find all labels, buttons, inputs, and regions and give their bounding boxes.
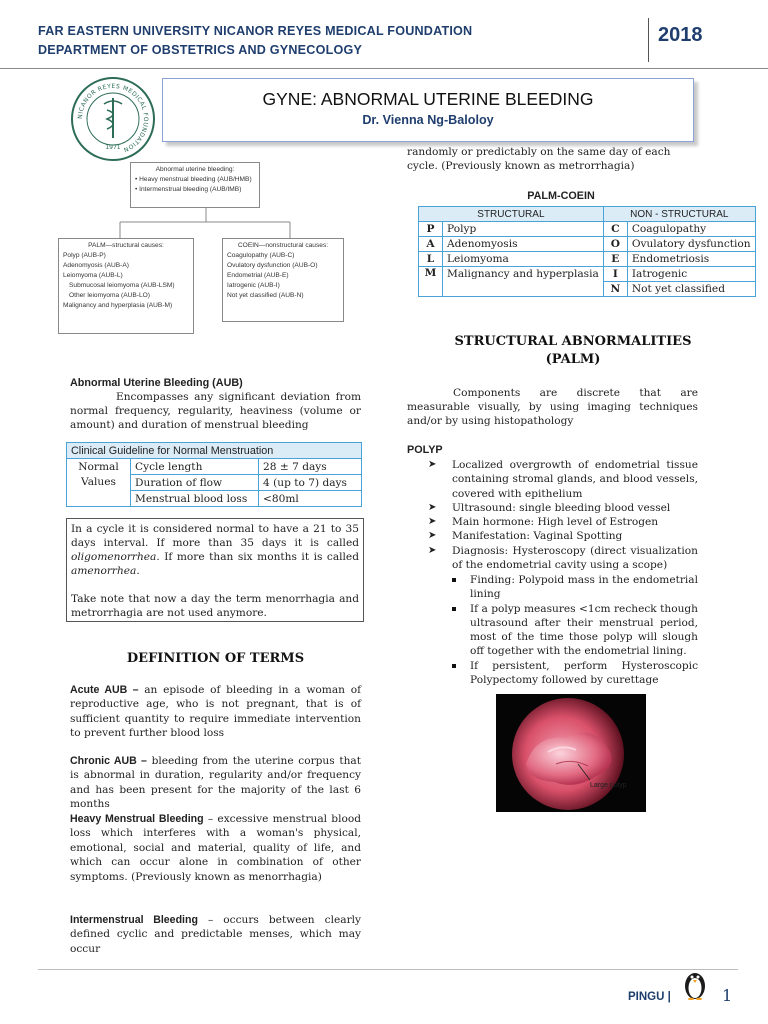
flowchart-coein-box	[222, 238, 344, 322]
terminology-note: Take note that now a day the term menorrhagia and metrorrhagia are not used anymore.	[71, 593, 359, 619]
hmb-definition	[70, 812, 361, 884]
definitions-heading: DEFINITION OF TERMS	[126, 651, 305, 666]
flowchart-palm-item: Submucosal leiomyoma (AUB-LSM)	[69, 282, 175, 289]
hysteroscopy-polyp-image	[496, 694, 646, 812]
list-item	[428, 501, 698, 515]
list-item	[446, 602, 698, 659]
document-title: GYNE: ABNORMAL UTERINE BLEEDING	[262, 89, 594, 109]
flowchart-palm-item: Adenomyosis (AUB-A)	[63, 262, 129, 269]
table-value: <80ml	[259, 491, 362, 507]
medical-foundation-seal-icon	[70, 76, 156, 162]
normal-values-label: Normal Values	[67, 459, 131, 507]
amenorrhea-term: amenorrhea.	[71, 565, 140, 577]
hmb-term: Heavy Menstrual Bleeding	[70, 813, 204, 825]
coein-letter: I	[603, 267, 627, 282]
header-rule	[0, 68, 768, 69]
chronic-aub-definition	[70, 754, 361, 812]
palm-coein-table	[418, 206, 756, 297]
polyp-illustration	[496, 694, 646, 812]
list-item	[446, 659, 698, 688]
flowchart-palm-item: Leiomyoma (AUB-L)	[63, 272, 123, 279]
square-bullet-icon	[452, 664, 456, 668]
list-item	[428, 529, 698, 543]
flowchart-coein-title: COEIN—nonstructural causes:	[237, 242, 329, 249]
arrow-bullet-icon: ➤	[428, 459, 437, 470]
note-text: If more than six months it is called	[159, 551, 359, 563]
aub-classification-flowchart	[58, 158, 363, 344]
table-value: 4 (up to 7) days	[259, 475, 362, 491]
footer-rule	[38, 969, 738, 970]
department-name: DEPARTMENT OF OBSTETRICS AND GYNECOLOGY	[38, 43, 363, 57]
header-divider	[648, 18, 649, 62]
normal-menstruation-table	[66, 442, 362, 507]
imb-continuation: randomly or predictably on the same day of each cycle. (Previously known as metrorrhagia)	[407, 146, 671, 172]
bullet-text: Manifestation: Vaginal Spotting	[452, 530, 623, 543]
square-bullet-icon	[452, 607, 456, 611]
nonstructural-header: NON - STRUCTURAL	[603, 207, 755, 222]
table-value: 28 ± 7 days	[259, 459, 362, 475]
title-box	[162, 78, 694, 142]
university-name: FAR EASTERN UNIVERSITY NICANOR REYES MEDICAL FOUNDATION	[38, 24, 473, 38]
chronic-aub-term: Chronic AUB –	[70, 755, 147, 767]
imb-term: Intermenstrual Bleeding	[70, 914, 198, 926]
oligomenorrhea-term: oligomenorrhea.	[71, 551, 160, 563]
table-param: Menstrual blood loss	[131, 491, 259, 507]
coein-letter: E	[603, 252, 627, 267]
polyp-sub-list	[446, 573, 698, 687]
seal-year: 1971	[105, 144, 121, 151]
palm-letter: M	[419, 267, 443, 297]
list-item	[428, 458, 698, 501]
aub-definition: Encompasses any significant deviation from normal frequency, regularity, heaviness (volume or amount) and duration of menstrual bleeding	[70, 391, 361, 431]
coein-letter: N	[603, 282, 627, 297]
flowchart-top-item: • Heavy menstrual bleeding (AUB/HMB)	[135, 176, 252, 183]
organization-header	[38, 24, 472, 62]
flowchart-top-box	[130, 162, 260, 208]
bullet-text: Localized overgrowth of endometrial tissue containing stromal glands, and blood vessels, covered with epithelium	[452, 459, 698, 500]
acute-aub-definition	[70, 683, 361, 741]
bullet-text: Diagnosis: Hysteroscopy (direct visualization of the endometrial cavity using a scope)	[452, 544, 698, 572]
palm-cause: Leiomyoma	[443, 252, 604, 267]
polyp-image-label: Large polyp	[590, 782, 627, 789]
footer-label: PINGU |	[628, 991, 671, 1003]
coein-cause: Endometriosis	[627, 252, 755, 267]
palm-coein-title: PALM-COEIN	[527, 190, 595, 202]
flowchart-top-item: • Intermenstrual bleeding (AUB/IMB)	[135, 186, 242, 193]
palm-cause: Adenomyosis	[443, 237, 604, 252]
penguin-mascot-icon	[682, 966, 708, 1000]
polyp-bullet-list	[428, 458, 698, 572]
palm-cause: Malignancy and hyperplasia	[443, 267, 604, 297]
flowchart-palm-title: PALM—structural causes:	[88, 242, 164, 249]
bullet-text: Ultrasound: single bleeding blood vessel	[452, 501, 671, 514]
seal-text: NICANOR REYES MEDICAL FOUNDATION	[76, 82, 150, 154]
square-bullet-icon	[452, 578, 456, 582]
coein-cause: Ovulatory dysfunction	[627, 237, 755, 252]
arrow-bullet-icon: ➤	[428, 530, 437, 542]
imb-text: – occurs between clearly defined cyclic and predictable menses, which may occur	[70, 914, 362, 955]
coein-letter: C	[603, 222, 627, 237]
hmb-text: – excessive menstrual blood loss which interferes with a woman's physical, emotional, social and material, quality of life, and which can occur alone in combination of other symptoms. (Previously known as menorrhagia)	[70, 813, 362, 883]
sub-bullet-text: Finding: Polypoid mass in the endometrial lining	[470, 574, 698, 601]
palm-cause: Polyp	[443, 222, 604, 237]
flowchart-palm-item: Polyp (AUB-P)	[63, 252, 106, 259]
coein-cause: Not yet classified	[627, 282, 755, 297]
chronic-aub-text: bleeding from the uterine corpus that is abnormal in duration, regularity and/or frequency and has been present for the majority of the last 6 months	[70, 755, 361, 811]
sub-bullet-text: If persistent, perform Hysteroscopic Polypectomy followed by curettage	[470, 659, 698, 687]
acute-aub-term: Acute AUB –	[70, 684, 139, 696]
flowchart-coein-item: Endometrial (AUB-E)	[227, 272, 289, 279]
bullet-text: Main hormone: High level of Estrogen	[452, 516, 659, 529]
list-item	[428, 515, 698, 529]
coein-cause: Iatrogenic	[627, 267, 755, 282]
aub-heading: Abnormal Uterine Bleeding (AUB)	[70, 377, 243, 389]
structural-header: STRUCTURAL	[419, 207, 604, 222]
coein-cause: Coagulopathy	[627, 222, 755, 237]
flowchart-coein-item: Not yet classified (AUB-N)	[227, 292, 304, 299]
flowchart-palm-box	[58, 238, 194, 334]
note-text: In a cycle it is considered normal to have a 21 to 35 days interval. If more than 35 days it is called	[71, 523, 359, 549]
palm-letter: P	[419, 222, 443, 237]
flowchart-palm-item: Malignancy and hyperplasia (AUB-M)	[63, 302, 173, 309]
sub-bullet-text: If a polyp measures <1cm recheck though ultrasound after their menstrual period, most of the time those polyp will slough off together with the endometrial lining.	[470, 602, 698, 658]
structural-heading-line2: (PALM)	[545, 352, 601, 367]
polyp-heading: POLYP	[407, 444, 443, 456]
structural-heading	[418, 333, 728, 369]
table-title: Clinical Guideline for Normal Menstruation	[67, 443, 362, 459]
table-param: Duration of flow	[131, 475, 259, 491]
cycle-note-paragraph	[71, 522, 359, 578]
arrow-bullet-icon: ➤	[428, 516, 437, 528]
imb-definition	[70, 913, 361, 956]
page-number: 1	[722, 986, 733, 1005]
flowchart-top-title: Abnormal uterine bleeding:	[155, 166, 235, 173]
flowchart-palm-item: Other leiomyoma (AUB-LO)	[69, 292, 150, 299]
list-item	[428, 544, 698, 573]
flowchart-coein-item: Ovulatory dysfunction (AUB-O)	[227, 262, 318, 269]
author-name: Dr. Vienna Ng-Baloloy	[362, 113, 494, 127]
cycle-note-box	[66, 518, 364, 622]
arrow-bullet-icon: ➤	[428, 501, 437, 513]
coein-letter: O	[603, 237, 627, 252]
flowchart-coein-item: Iatrogenic (AUB-I)	[227, 282, 280, 289]
header-year: 2018	[658, 24, 703, 46]
arrow-bullet-icon: ➤	[428, 544, 437, 556]
flowchart-coein-item: Coagulopathy (AUB-C)	[227, 252, 295, 259]
table-param: Cycle length	[131, 459, 259, 475]
structural-heading-line1: STRUCTURAL ABNORMALITIES	[454, 334, 692, 349]
palm-letter: L	[419, 252, 443, 267]
structural-intro: Components are discrete that are measurable visually, by using imaging techniques and/or by using histopathology	[407, 387, 698, 427]
list-item	[446, 573, 698, 602]
acute-aub-text: an episode of bleeding in a woman of reproductive age, who is not pregnant, that is of sufficient quantity to require immediate intervention to prevent further blood loss	[70, 684, 361, 740]
palm-letter: A	[419, 237, 443, 252]
